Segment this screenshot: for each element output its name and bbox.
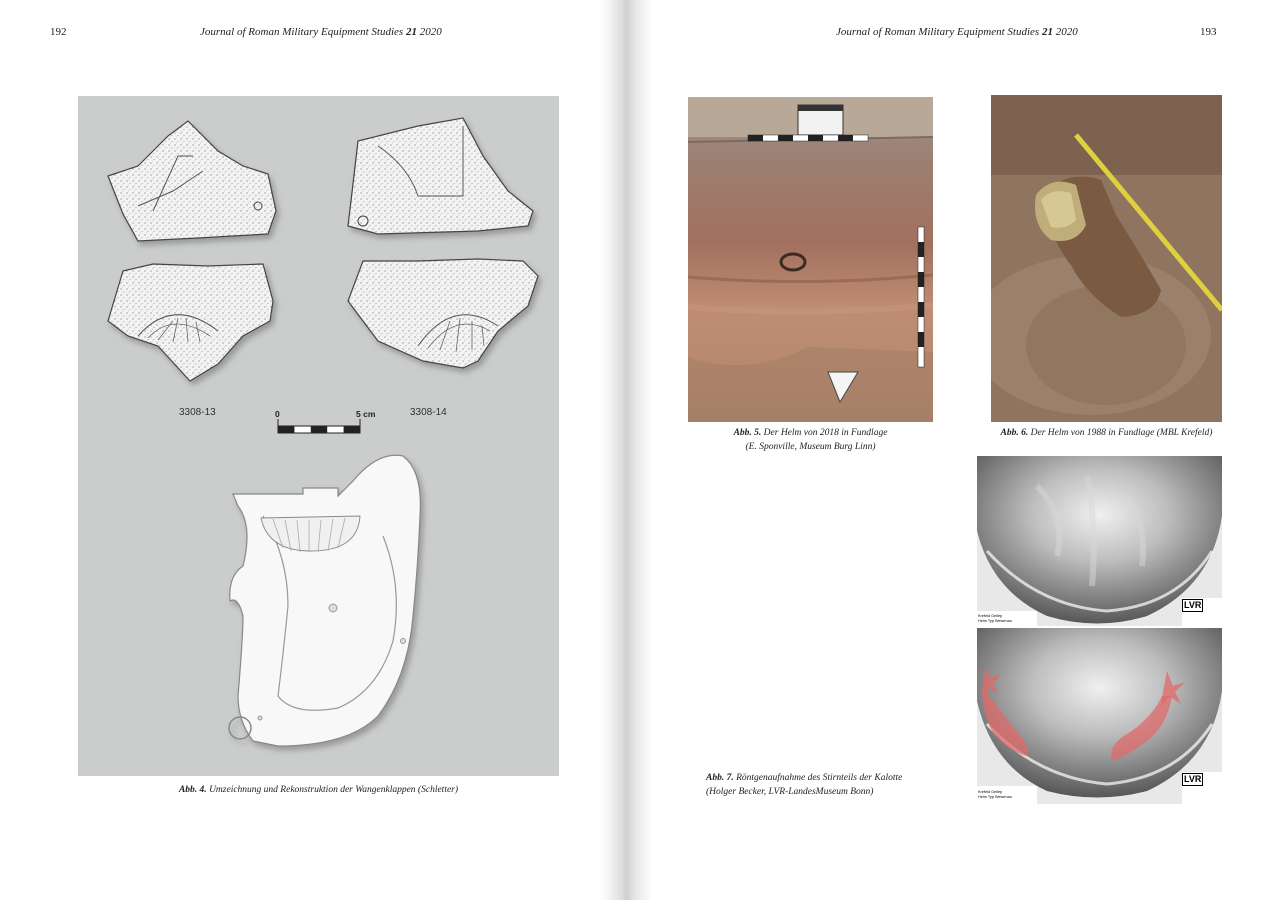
excavation-profile-photo — [688, 97, 933, 422]
page-number-right: 193 — [1200, 26, 1217, 38]
running-head-left: Journal of Roman Military Equipment Studies 21 2020 — [200, 26, 442, 38]
xray-caption-bottom: Krefeld Gellep Helm Typ Weisenau — [978, 790, 1012, 799]
helmet-in-situ-photo — [991, 95, 1222, 422]
left-page — [0, 0, 612, 900]
fragment-3308-13-back — [108, 264, 273, 381]
figure-6-caption: Abb. 6. Der Helm von 1988 in Fundlage (MBL Krefeld) — [1000, 428, 1213, 438]
right-page — [636, 0, 1273, 900]
lvr-logo-bottom: LVR — [1184, 774, 1202, 784]
fragment-label-right: 3308-14 — [410, 407, 447, 418]
figure-4-caption: Abb. 4. Umzeichnung und Rekonstruktion der Wangenklappen (Schletter) — [178, 785, 459, 795]
figure-6-photo — [991, 95, 1222, 422]
fragment-label-left: 3308-13 — [179, 407, 216, 418]
figure-7-xray — [977, 456, 1222, 804]
cheek-guard-reconstruction — [229, 455, 420, 746]
figure-5-photo — [688, 97, 933, 422]
scale-label-start: 0 — [275, 409, 280, 419]
figure-7-caption: Abb. 7. Röntgenaufnahme des Stirnteils der Kalotte (Holger Becker, LVR-LandesMuseum Bonn) — [706, 773, 903, 797]
lvr-logo-top: LVR — [1184, 600, 1202, 610]
page-number-left: 192 — [50, 26, 67, 38]
cheek-guard-drawings — [78, 96, 559, 776]
scale-label-end: 5 cm — [356, 409, 376, 419]
xray-images — [977, 456, 1222, 804]
scale-bar — [278, 419, 360, 433]
figure-4-drawing — [78, 96, 559, 776]
figure-5-caption: Abb. 5. Der Helm von 2018 in Fundlage (E. Sponville, Museum Burg Linn) — [733, 428, 888, 452]
fragment-3308-14-back — [348, 259, 538, 368]
fragment-3308-14-front — [348, 118, 533, 234]
running-head-right: Journal of Roman Military Equipment Studies 21 2020 — [836, 26, 1078, 38]
xray-caption-top: Krefeld Gellep Helm Typ Weisenau — [978, 614, 1012, 623]
fragment-3308-13-front — [108, 121, 276, 241]
